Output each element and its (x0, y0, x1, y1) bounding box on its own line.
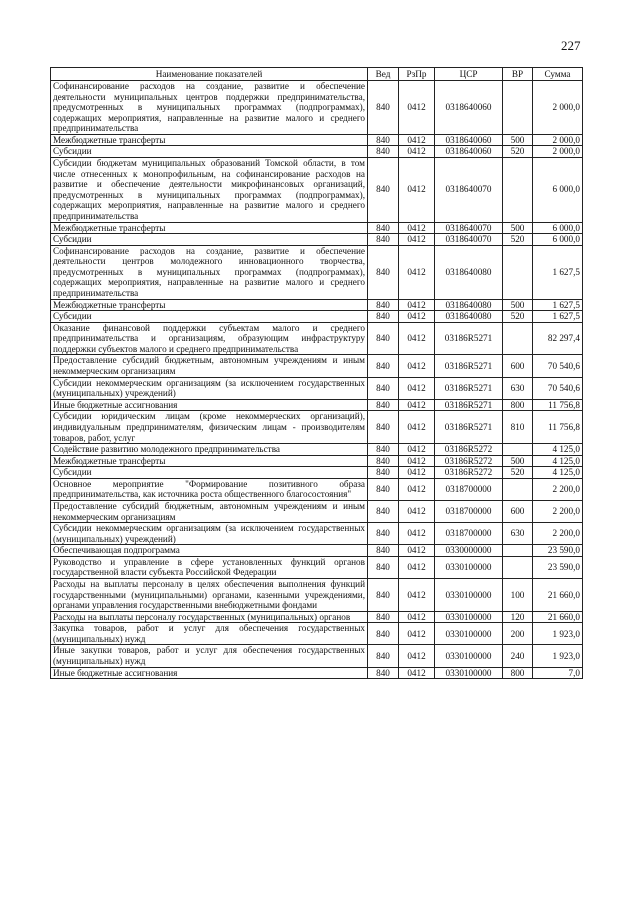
table-row (51, 411, 583, 444)
row-name: Субсидии (51, 311, 368, 323)
row-ved: 840 (368, 355, 399, 377)
row-sum: 23 590,0 (533, 556, 583, 578)
row-sum: 2 000,0 (533, 134, 583, 146)
row-csr: 0318640070 (435, 158, 503, 222)
row-name: Субсидии юридическим лицам (кроме некоммерческих организаций), индивидуальным предпринимателям, физическим лицам - производителям товаров, работ, услуг (51, 411, 368, 444)
row-vr: 520 (503, 467, 533, 479)
table-row (51, 455, 583, 467)
row-vr (503, 81, 533, 135)
row-csr: 0330100000 (435, 579, 503, 612)
row-name: Субсидии бюджетам муниципальных образований Томской области, в том числе отнесенных к монопрофильным, на софинансирование расходов на развитие и обеспечение деятельности микрофинансовых организаций, предусмотренных в муниципальных программах (подпрограммах), содержащих мероприятия, направленные на развитие малого и среднего предпринимательства (51, 158, 368, 222)
table-row (51, 579, 583, 612)
row-rzpr: 0412 (399, 299, 435, 311)
row-ved: 840 (368, 500, 399, 522)
table-row (51, 299, 583, 311)
row-rzpr: 0412 (399, 411, 435, 444)
row-ved: 840 (368, 234, 399, 246)
row-name: Предоставление субсидий бюджетным, автономным учреждениям и иным некоммерческим организациям (51, 500, 368, 522)
row-name: Межбюджетные трансферты (51, 222, 368, 234)
row-csr: 0318640070 (435, 222, 503, 234)
row-csr: 03186R5272 (435, 444, 503, 456)
row-name: Субсидии некоммерческим организациям (за исключением государственных (муниципальных) учреждений) (51, 523, 368, 545)
row-name: Расходы на выплаты персоналу в целях обеспечения выполнения функций государственными (муниципальными) органами, казенными учреждениями, органами управления государственными внебюджетными фондами (51, 579, 368, 612)
row-ved: 840 (368, 523, 399, 545)
row-vr (503, 556, 533, 578)
row-csr: 0330100000 (435, 645, 503, 667)
row-sum: 70 540,6 (533, 355, 583, 377)
row-rzpr: 0412 (399, 311, 435, 323)
table-row (51, 611, 583, 623)
row-name: Субсидии некоммерческим организациям (за исключением государственных (муниципальных) учреждений) (51, 377, 368, 399)
row-ved: 840 (368, 478, 399, 500)
row-ved: 840 (368, 667, 399, 679)
row-name: Субсидии (51, 467, 368, 479)
row-ved: 840 (368, 222, 399, 234)
row-rzpr: 0412 (399, 146, 435, 158)
row-sum: 4 125,0 (533, 467, 583, 479)
row-vr (503, 322, 533, 355)
row-vr: 800 (503, 399, 533, 411)
row-sum: 82 297,4 (533, 322, 583, 355)
row-rzpr: 0412 (399, 478, 435, 500)
page-number: 227 (561, 38, 581, 53)
row-sum: 4 125,0 (533, 444, 583, 456)
table-row (51, 545, 583, 557)
row-ved: 840 (368, 467, 399, 479)
row-sum: 2 000,0 (533, 81, 583, 135)
row-rzpr: 0412 (399, 222, 435, 234)
row-ved: 840 (368, 134, 399, 146)
row-rzpr: 0412 (399, 158, 435, 222)
row-name: Межбюджетные трансферты (51, 299, 368, 311)
row-ved: 840 (368, 322, 399, 355)
row-ved: 840 (368, 444, 399, 456)
row-sum: 11 756,8 (533, 399, 583, 411)
row-vr (503, 245, 533, 299)
row-vr: 500 (503, 134, 533, 146)
row-rzpr: 0412 (399, 355, 435, 377)
table-row (51, 667, 583, 679)
row-sum: 7,0 (533, 667, 583, 679)
table-row (51, 146, 583, 158)
row-csr: 0330100000 (435, 611, 503, 623)
row-vr: 500 (503, 455, 533, 467)
row-sum: 6 000,0 (533, 222, 583, 234)
row-ved: 840 (368, 545, 399, 557)
table-row (51, 444, 583, 456)
row-ved: 840 (368, 81, 399, 135)
header-csr: ЦСР (435, 68, 503, 81)
row-ved: 840 (368, 158, 399, 222)
row-csr: 0318640080 (435, 245, 503, 299)
row-rzpr: 0412 (399, 579, 435, 612)
row-vr (503, 158, 533, 222)
row-name: Межбюджетные трансферты (51, 455, 368, 467)
row-rzpr: 0412 (399, 645, 435, 667)
row-rzpr: 0412 (399, 467, 435, 479)
row-csr: 0318640080 (435, 299, 503, 311)
row-csr: 03186R5271 (435, 322, 503, 355)
row-ved: 840 (368, 455, 399, 467)
table-row (51, 355, 583, 377)
row-name: Оказание финансовой поддержки субъектам малого и среднего предпринимательства и организациям, образующим инфраструктуру поддержки субъектов малого и среднего предпринимательства (51, 322, 368, 355)
row-csr: 0318700000 (435, 478, 503, 500)
row-vr: 100 (503, 579, 533, 612)
row-name: Обеспечивающая подпрограмма (51, 545, 368, 557)
row-rzpr: 0412 (399, 667, 435, 679)
row-csr: 03186R5272 (435, 467, 503, 479)
row-vr: 520 (503, 146, 533, 158)
row-rzpr: 0412 (399, 556, 435, 578)
header-name: Наименование показателей (51, 68, 368, 81)
row-sum: 1 923,0 (533, 645, 583, 667)
row-rzpr: 0412 (399, 623, 435, 645)
row-vr: 630 (503, 523, 533, 545)
row-vr: 500 (503, 222, 533, 234)
table-row (51, 623, 583, 645)
row-name: Софинансирование расходов на создание, развитие и обеспечение деятельности муниципальных центров поддержки предпринимательства, предусмотренных в муниципальных программах (подпрограммах), содержащих мероприятия, направленные на развитие малого и среднего предпринимательства (51, 81, 368, 135)
row-vr: 520 (503, 234, 533, 246)
row-sum: 21 660,0 (533, 579, 583, 612)
row-name: Основное мероприятие "Формирование позитивного образа предпринимательства, как источника роста общественного благосостояния" (51, 478, 368, 500)
row-name: Предоставление субсидий бюджетным, автономным учреждениям и иным некоммерческим организациям (51, 355, 368, 377)
table-row (51, 311, 583, 323)
row-sum: 1 627,5 (533, 311, 583, 323)
row-vr: 240 (503, 645, 533, 667)
row-ved: 840 (368, 146, 399, 158)
row-sum: 70 540,6 (533, 377, 583, 399)
table-row (51, 399, 583, 411)
row-sum: 2 200,0 (533, 478, 583, 500)
row-name: Расходы на выплаты персоналу государственных (муниципальных) органов (51, 611, 368, 623)
header-sum: Сумма (533, 68, 583, 81)
row-name: Руководство и управление в сфере установленных функций органов государственной власти субъекта Российской Федерации (51, 556, 368, 578)
row-rzpr: 0412 (399, 444, 435, 456)
table-row (51, 467, 583, 479)
row-csr: 0318640060 (435, 134, 503, 146)
table-row (51, 245, 583, 299)
row-csr: 0330100000 (435, 556, 503, 578)
row-csr: 0330000000 (435, 545, 503, 557)
row-rzpr: 0412 (399, 545, 435, 557)
row-ved: 840 (368, 623, 399, 645)
row-csr: 0318640060 (435, 81, 503, 135)
row-ved: 840 (368, 311, 399, 323)
row-ved: 840 (368, 377, 399, 399)
row-name: Субсидии (51, 146, 368, 158)
table-row (51, 377, 583, 399)
header-rzpr: РзПр (399, 68, 435, 81)
row-csr: 0330100000 (435, 623, 503, 645)
row-sum: 4 125,0 (533, 455, 583, 467)
row-sum: 1 627,5 (533, 245, 583, 299)
table-row (51, 134, 583, 146)
row-sum: 2 200,0 (533, 523, 583, 545)
row-rzpr: 0412 (399, 245, 435, 299)
row-csr: 0330100000 (435, 667, 503, 679)
table-header-row (51, 68, 583, 81)
row-vr (503, 545, 533, 557)
row-rzpr: 0412 (399, 611, 435, 623)
row-name: Содействие развитию молодежного предпринимательства (51, 444, 368, 456)
header-ved: Вед (368, 68, 399, 81)
row-rzpr: 0412 (399, 134, 435, 146)
row-name: Иные бюджетные ассигнования (51, 399, 368, 411)
row-vr: 500 (503, 299, 533, 311)
row-sum: 1 923,0 (533, 623, 583, 645)
row-vr: 520 (503, 311, 533, 323)
row-csr: 03186R5271 (435, 355, 503, 377)
row-ved: 840 (368, 299, 399, 311)
row-ved: 840 (368, 245, 399, 299)
row-rzpr: 0412 (399, 322, 435, 355)
table-row (51, 645, 583, 667)
row-csr: 03186R5271 (435, 411, 503, 444)
row-csr: 0318640080 (435, 311, 503, 323)
row-vr: 120 (503, 611, 533, 623)
table-row (51, 556, 583, 578)
row-ved: 840 (368, 411, 399, 444)
table-row (51, 158, 583, 222)
table-row (51, 322, 583, 355)
row-vr: 810 (503, 411, 533, 444)
row-vr: 600 (503, 355, 533, 377)
table-row (51, 222, 583, 234)
row-sum: 6 000,0 (533, 234, 583, 246)
row-ved: 840 (368, 579, 399, 612)
table-row (51, 234, 583, 246)
row-name: Межбюджетные трансферты (51, 134, 368, 146)
row-sum: 1 627,5 (533, 299, 583, 311)
row-vr: 200 (503, 623, 533, 645)
row-csr: 0318640070 (435, 234, 503, 246)
row-rzpr: 0412 (399, 377, 435, 399)
row-vr: 800 (503, 667, 533, 679)
header-vr: ВР (503, 68, 533, 81)
row-sum: 6 000,0 (533, 158, 583, 222)
row-csr: 03186R5272 (435, 455, 503, 467)
row-vr: 600 (503, 500, 533, 522)
row-rzpr: 0412 (399, 455, 435, 467)
budget-table (50, 67, 583, 679)
row-sum: 11 756,8 (533, 411, 583, 444)
table-row (51, 81, 583, 135)
row-name: Иные бюджетные ассигнования (51, 667, 368, 679)
table-row (51, 478, 583, 500)
row-vr (503, 444, 533, 456)
row-sum: 23 590,0 (533, 545, 583, 557)
row-rzpr: 0412 (399, 234, 435, 246)
row-name: Иные закупки товаров, работ и услуг для обеспечения государственных (муниципальных) нужд (51, 645, 368, 667)
row-rzpr: 0412 (399, 523, 435, 545)
row-ved: 840 (368, 556, 399, 578)
row-name: Софинансирование расходов на создание, развитие и обеспечение деятельности центров молодежного инновационного творчества, предусмотренных в муниципальных программах (подпрограммах), содержащих мероприятия, направленные на развитие малого и среднего предпринимательства (51, 245, 368, 299)
row-csr: 0318700000 (435, 523, 503, 545)
row-csr: 03186R5271 (435, 399, 503, 411)
row-sum: 2 000,0 (533, 146, 583, 158)
row-csr: 03186R5271 (435, 377, 503, 399)
row-ved: 840 (368, 645, 399, 667)
row-name: Субсидии (51, 234, 368, 246)
row-csr: 0318640060 (435, 146, 503, 158)
table-row (51, 500, 583, 522)
row-ved: 840 (368, 611, 399, 623)
row-rzpr: 0412 (399, 81, 435, 135)
row-csr: 0318700000 (435, 500, 503, 522)
row-name: Закупка товаров, работ и услуг для обеспечения государственных (муниципальных) нужд (51, 623, 368, 645)
row-rzpr: 0412 (399, 500, 435, 522)
table-row (51, 523, 583, 545)
row-sum: 2 200,0 (533, 500, 583, 522)
row-vr (503, 478, 533, 500)
row-vr: 630 (503, 377, 533, 399)
row-sum: 21 660,0 (533, 611, 583, 623)
row-rzpr: 0412 (399, 399, 435, 411)
row-ved: 840 (368, 399, 399, 411)
